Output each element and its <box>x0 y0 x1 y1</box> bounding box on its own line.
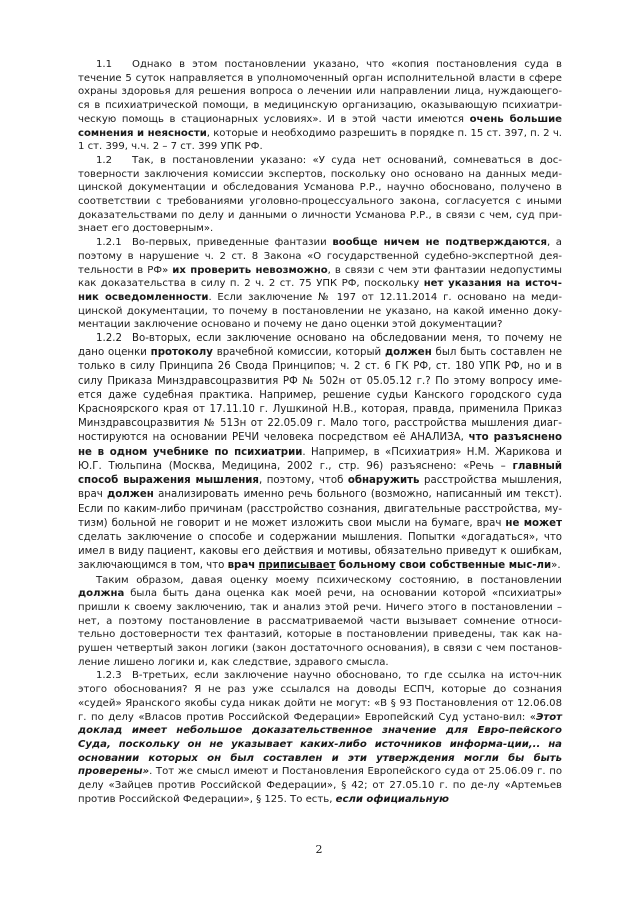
paragraph-p2 <box>78 154 562 236</box>
body-text: . Тот же смысл имеют и Постановления Европейского суда от 25.06.09 г. по делу «Зайцев против Российской Федерации», § 42; от 27.05.10 г. по де-лу «Артемьев против Российской Федерации», § 125. То есть, <box>78 766 562 805</box>
body-text: , поэтому, чтоб <box>258 475 348 487</box>
emphasis-text: обнаружить <box>347 475 420 487</box>
emphasis-text: врач <box>227 560 256 572</box>
section-number: 1.2.1 <box>96 237 122 249</box>
body-text: , а поэтому в нарушение ч. 2 ст. 8 Закона «О государственной судебно-экспертной дея-тельности в РФ» <box>78 237 562 276</box>
body-text: , в связи с чем эти фантазии недопустимы как доказательства в силу п. 2 ч. 2 ст. 75 УПК РФ, поскольку <box>78 264 563 290</box>
body-text: , которые и необходимо разрешить в порядке п. 15 ст. 397, п. 2 ч. 1 ст. 399, ч.ч. 2 – 7 ст. 399 УПК РФ. <box>78 127 563 153</box>
emphasis-text: протоколу <box>150 347 213 359</box>
body-text: В-третьих, если заключение научно обосновано, то где ссылка на источ-ник этого обоснования? Я не раз уже ссылался на доводы ЕСПЧ, которые до сознания «судей» Яранского якобы суда никак дойти не могут: «В § 93 Постановления от 12.06.08 г. по делу «Власов против Российской Федерации» Европейский Суд устано-вил: « <box>78 670 562 723</box>
page-number: 2 <box>315 843 323 856</box>
emphasis-text: не может <box>505 517 562 529</box>
body-text: была быть дана оценка как моей речи, на основании которой «психиатры» пришли к своему заключению, так и анализ этой речи. Ничего этого в постановлении – нет, а поэтому постановление в рассматриваемой части вызывает сомнение относи-тельно достоверности тех фантазий, которые в постановлении приведены, так как на-рушен четвертый закон логики (закон достаточного основания), в связи с чем постанов-ление лишено логики и, как следствие, здравого смысла. <box>78 588 562 668</box>
emphasis-text: приписывает <box>258 560 336 572</box>
paragraph-p1 <box>78 58 562 154</box>
body-text: Таким образом, давая оценку моему психическому состоянию, в постановлении <box>96 574 562 586</box>
paragraph-p3 <box>78 236 562 332</box>
section-number: 1.2.3 <box>96 670 122 682</box>
emphasis-text: главный способ выражения мышления <box>78 460 562 487</box>
body-text: ». <box>551 560 561 572</box>
emphasis-text: вообще ничем не подтверждаются <box>332 237 547 249</box>
body-text: сделать заключение о способе и содержании мышления. Попытки «догадаться», что имел в виду пациент, каковы его действия и мотивы, обязательно приведут к ошибкам, заключающимся в том, что <box>78 531 562 572</box>
section-number: 1.1 <box>96 59 113 70</box>
body-text: Так, в постановлении указано: «У суда нет оснований, сомневаться в дос-товерности заключения комиссии экспертов, поскольку оно основано на данных меди-цинской документации и обследования Усманова Р.Р., научно обосновано, получено в соответствии с требованиями уголовно-процессуального закона, согласуется с иными доказательствами по делу и данными о личности Усманова Р.Р., в связи с чем, суд при-знает его достоверным». <box>78 154 562 235</box>
section-number: 1.2.2 <box>96 333 122 345</box>
body-text: расстройства мышления, врач <box>78 475 563 501</box>
body-text: . Если заключение № 197 от 12.11.2014 г. основано на меди-цинской документации, то почему в постановлении не указано, на какой именно доку-ментации заключение основано и почему не дано оценки этой документации? <box>78 291 562 331</box>
emphasis-text: если официальную <box>335 793 449 805</box>
paragraph-p4 <box>78 332 562 573</box>
body-text: Во-вторых, если заключение основано на обследовании меня, то почему не дано оценки <box>78 333 562 359</box>
emphasis-text: должна <box>78 588 125 600</box>
emphasis-text: Этот доклад имеет небольшое доказательственное значение для Евро-пейского Суда, поскольку он не указывает каких-либо источников информа-ции,.. на основании которых он был составлен и эти утверждения могли бы быть проверены» <box>78 711 562 778</box>
body-text: Однако в этом постановлении указано, что «копия постановления суда в течение 5 суток направляется в уполномоченный орган исполнительной власти в сфере охраны здоровья для решения вопроса о лечении или направлении лица, нуждающего-ся в психиатрической помощи, в медицинскую организацию, оказывающую психиатри-ческую помощь в стационарных условиях». И в этой части имеются <box>78 59 562 125</box>
document-body <box>78 58 562 806</box>
body-text: . Например, в «Психиатрия» Н.М. Жарикова и Ю.Г. Тюльпина (Москва, Медицина, 2002 г., стр. 96) разъяснено: «Речь – <box>78 446 562 472</box>
emphasis-text: нет указания на источ-ник осведомленности <box>78 278 562 303</box>
paragraph-p5 <box>78 574 562 670</box>
body-text: врачебной комиссии, который <box>212 347 385 359</box>
body-text: анализировать именно речь больного (возможно, написанный им текст). Если по каким-либо причинам (расстройство сознания, двигательные расстройства, му-тизм) больной не говорит и не может изложить свои мысли на бумаге, врач <box>78 489 562 529</box>
body-text: Во-первых, приведенные фантазии <box>132 237 333 249</box>
emphasis-text: должен <box>384 347 432 359</box>
section-number: 1.2 <box>96 154 113 166</box>
body-text: был быть составлен не только в силу Принципа 26 Свода Принципов; ч. 2 ст. 6 ГК РФ, ст. 180 УПК РФ, но и в силу Приказа Минздравсоцразвития РФ № 502н от 05.05.12 г.? По этому вопросу име-ется даже судебная практика. Например, решение судьи Канского городского суда Красноярского края от 17.11.10 г. Лушкиной Н.В., которая, правда, применила Приказ Минздравсоцразвития № 513н от 22.05.09 г. Мало того, расстройства мышления диаг-ностируются на основании РЕЧИ человека посредством её АНАЛИЗА, <box>78 347 563 444</box>
emphasis-text: должен <box>107 489 154 501</box>
emphasis-text: их проверить невозможно <box>172 264 328 276</box>
emphasis-text: что разъяснено не в одном учебнике по психиатрии <box>78 432 562 458</box>
emphasis-text: больному свои собственные мыс-ли <box>338 560 552 572</box>
paragraph-p6 <box>78 669 562 806</box>
emphasis-text: очень большие сомнения и неясности <box>78 113 562 139</box>
